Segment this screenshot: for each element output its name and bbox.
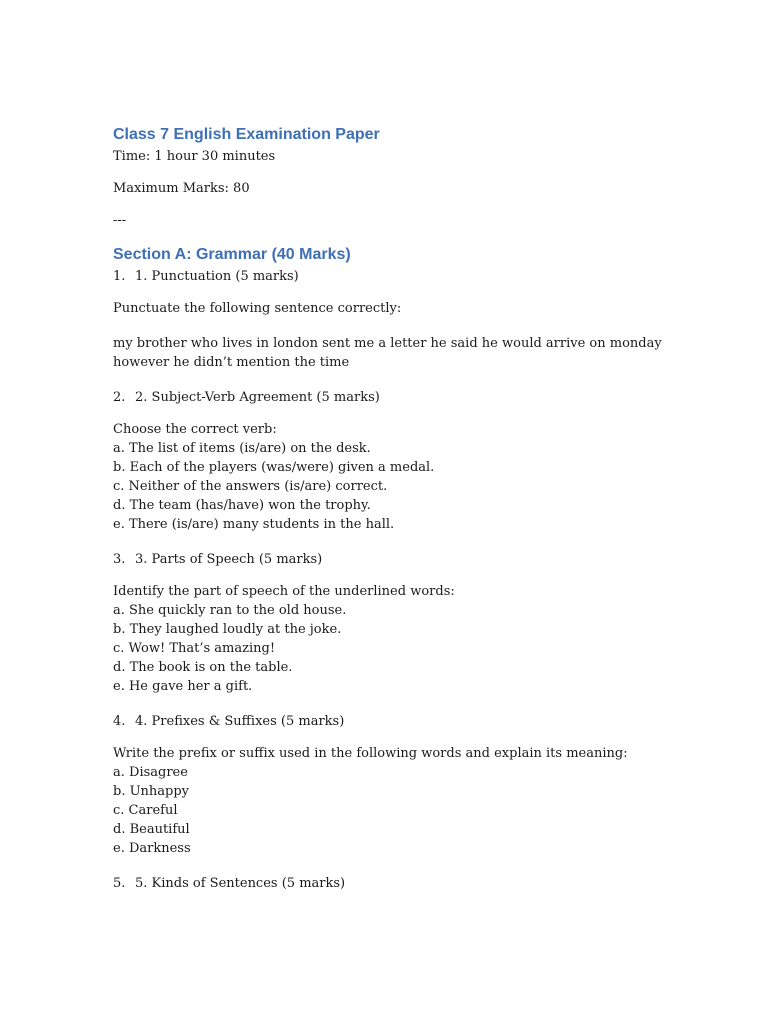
question-number: 1. bbox=[113, 269, 126, 284]
question-number: 5. bbox=[113, 876, 126, 891]
question-line: a. The list of items (is/are) on the desk. bbox=[113, 441, 371, 456]
question-line: d. The book is on the table. bbox=[113, 660, 293, 675]
question-line: Identify the part of speech of the underlined words: bbox=[113, 584, 455, 599]
question-number: 2. bbox=[113, 390, 126, 405]
question-line: b. Unhappy bbox=[113, 784, 190, 799]
question-number: 4. bbox=[113, 714, 126, 729]
question-title: 4. Prefixes & Suffixes (5 marks) bbox=[135, 714, 345, 729]
question-line: b. They laughed loudly at the joke. bbox=[113, 622, 342, 637]
question-line: a. Disagree bbox=[113, 765, 188, 780]
question-4-lines bbox=[113, 744, 673, 858]
question-line: e. He gave her a gift. bbox=[113, 679, 253, 694]
question-line: e. Darkness bbox=[113, 841, 191, 856]
question-line: e. There (is/are) many students in the hall. bbox=[113, 517, 395, 532]
max-marks-line: Maximum Marks: 80 bbox=[113, 181, 250, 196]
question-title: 2. Subject-Verb Agreement (5 marks) bbox=[135, 390, 380, 405]
question-3-lines bbox=[113, 582, 673, 696]
time-line: Time: 1 hour 30 minutes bbox=[113, 149, 276, 164]
question-line: c. Wow! That’s amazing! bbox=[113, 641, 276, 656]
question-5-title bbox=[113, 874, 673, 893]
question-line: my brother who lives in london sent me a letter he said he would arrive on monday bbox=[113, 336, 662, 351]
question-2-title bbox=[113, 388, 673, 407]
question-line: c. Careful bbox=[113, 803, 178, 818]
section-a-heading: Section A: Grammar (40 Marks) bbox=[113, 246, 351, 263]
question-title: 3. Parts of Speech (5 marks) bbox=[135, 552, 323, 567]
question-line: c. Neither of the answers (is/are) correct. bbox=[113, 479, 388, 494]
question-line: d. Beautiful bbox=[113, 822, 190, 837]
question-line: however he didn’t mention the time bbox=[113, 355, 350, 370]
question-3-title bbox=[113, 550, 673, 569]
document-page bbox=[113, 123, 673, 893]
question-title: 1. Punctuation (5 marks) bbox=[135, 269, 299, 284]
question-1-instruction: Punctuate the following sentence correctly: bbox=[113, 301, 402, 316]
question-line: a. She quickly ran to the old house. bbox=[113, 603, 347, 618]
question-4-title bbox=[113, 712, 673, 731]
question-line: d. The team (has/have) won the trophy. bbox=[113, 498, 371, 513]
question-title: 5. Kinds of Sentences (5 marks) bbox=[135, 876, 346, 891]
question-line: b. Each of the players (was/were) given a medal. bbox=[113, 460, 435, 475]
question-2-lines bbox=[113, 420, 673, 534]
question-number: 3. bbox=[113, 552, 126, 567]
paper-title: Class 7 English Examination Paper bbox=[113, 126, 380, 143]
question-line: Choose the correct verb: bbox=[113, 422, 277, 437]
question-1-title bbox=[113, 267, 673, 286]
question-line: Write the prefix or suffix used in the following words and explain its meaning: bbox=[113, 746, 628, 761]
question-1-lines bbox=[113, 334, 673, 372]
divider-text: --- bbox=[113, 213, 127, 228]
